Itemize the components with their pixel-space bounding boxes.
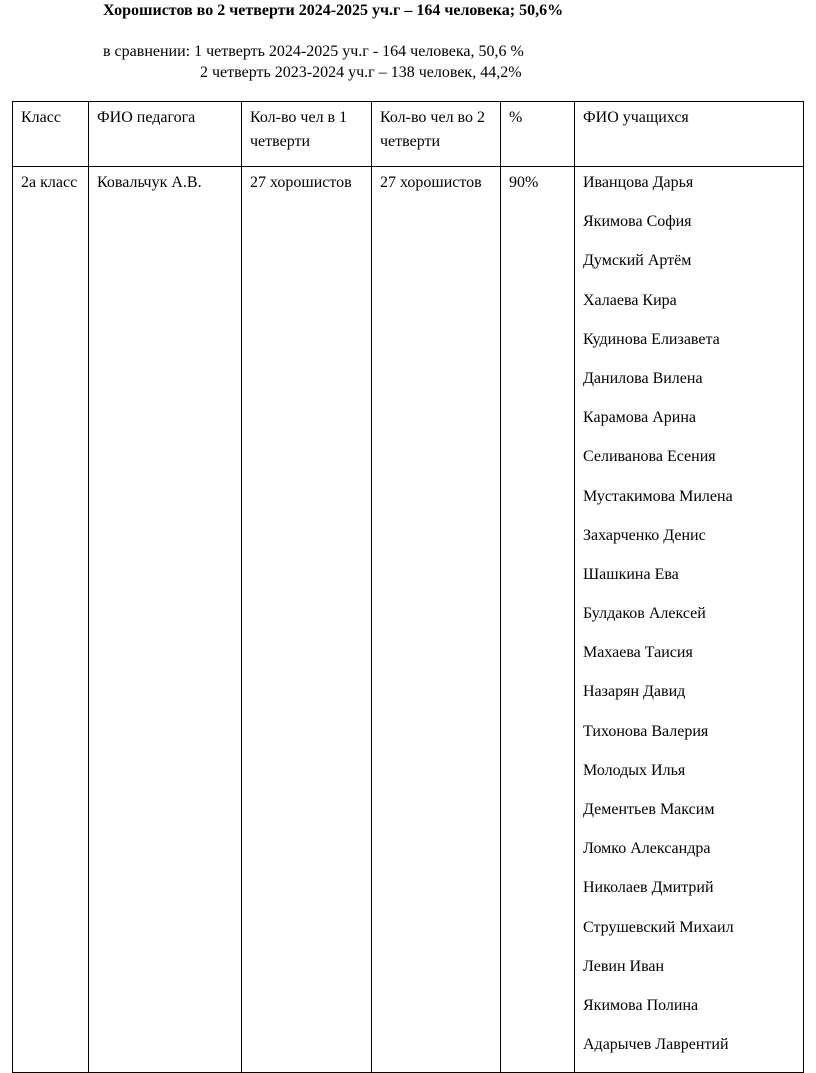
table-row [13,167,804,1073]
q1-count-cell: 27 хорошистов [242,167,372,1073]
student-name: Молодых Илья [583,761,686,779]
student-name: Дементьев Максим [583,801,715,818]
student-name: Махаева Таисия [583,644,693,662]
student-name: Тихонова Валерия [583,722,709,740]
student-name: Николаев Дмитрий [583,879,714,897]
document-title: Хорошистов во 2 четверти 2024-2025 уч.г – 164 человека; 50,6% [103,2,564,19]
student-name: Шашкина Ева [583,565,679,583]
comparison-line-1: в сравнении: 1 четверть 2024-2025 уч.г - 164 человека, 50,6 % [103,43,524,60]
column-header-students: ФИО учащихся [575,102,804,167]
column-header-percent: % [501,102,575,167]
student-name: Иванцова Дарья [583,174,694,191]
student-name: Кудинова Елизавета [583,330,720,348]
student-name: Назарян Давид [583,683,686,701]
student-name: Струшевский Михаил [583,918,734,936]
student-name: Мустакимова Милена [583,487,733,505]
column-header-class: Класс [13,102,89,167]
column-header-q1-count: Кол-во чел в 1 четверти [242,102,372,167]
student-name: Думский Артём [583,252,692,270]
column-header-teacher: ФИО педагога [89,102,242,167]
student-name: Карамова Арина [583,409,697,427]
student-name: Адарычев Лаврентий [583,1036,729,1054]
comparison-line-2: 2 четверть 2023-2024 уч.г – 138 человек, 44,2% [200,64,522,81]
table-header-row [13,102,804,167]
student-name: Ломко Александра [583,840,711,858]
column-header-q2-count: Кол-во чел во 2 четверти [372,102,501,167]
teacher-cell: Ковальчук А.В. [89,167,242,1073]
student-name: Захарченко Денис [583,526,706,544]
q2-count-cell: 27 хорошистов [372,167,501,1073]
students-cell [575,167,804,1073]
student-name: Левин Иван [583,957,665,975]
student-name: Селиванова Есения [583,448,716,466]
student-name: Якимова Полина [583,996,699,1014]
student-name: Булдаков Алексей [583,605,706,623]
class-cell: 2а класс [13,167,89,1073]
students-table [12,101,804,1073]
student-name: Данилова Вилена [583,369,703,387]
student-name: Халаева Кира [583,291,677,309]
percent-cell: 90% [501,167,575,1073]
student-name: Якимова София [583,213,692,231]
